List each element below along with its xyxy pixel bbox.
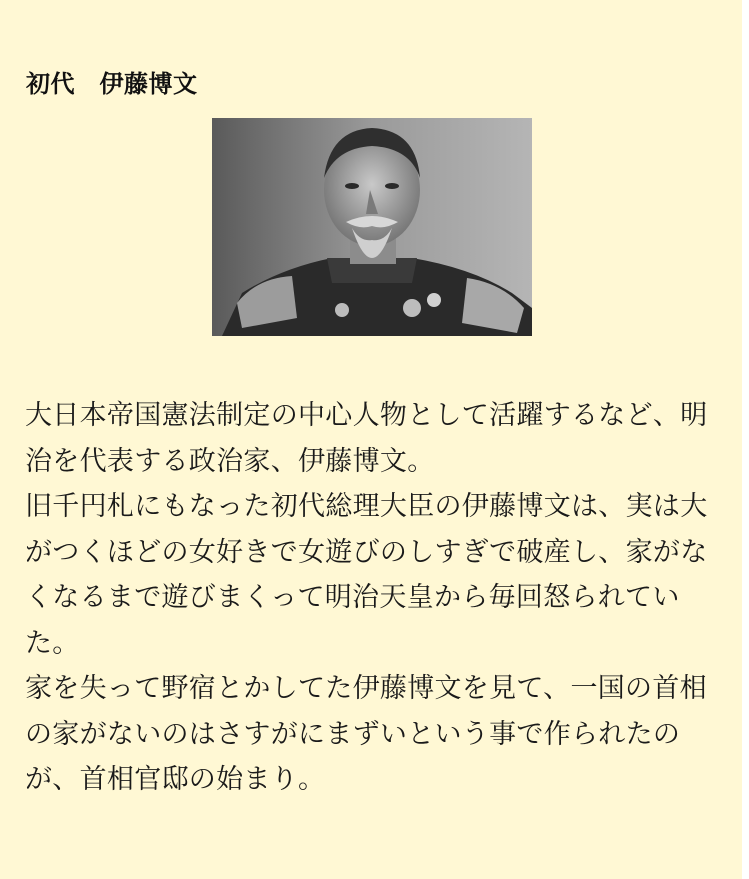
article-body (25, 393, 715, 803)
paragraph: 家を失って野宿とかしてた伊藤博文を見て、一国の首相の家がないのはさすがにまずいという事で作られたのが、首相官邸の始まり。 (25, 673, 707, 795)
paragraph: 大日本帝国憲法制定の中心人物として活躍するなど、明治を代表する政治家、伊藤博文。 (25, 400, 708, 477)
paragraph: 旧千円札にもなった初代総理大臣の伊藤博文は、実は大がつくほどの女好きで女遊びのしすぎで破産し、家がなくなるまで遊びまくって明治天皇から毎回怒られていた。 (25, 491, 708, 659)
portrait-photo (212, 118, 532, 336)
article-heading: 初代 伊藤博文 (26, 70, 198, 98)
portrait-illustration (212, 118, 532, 336)
